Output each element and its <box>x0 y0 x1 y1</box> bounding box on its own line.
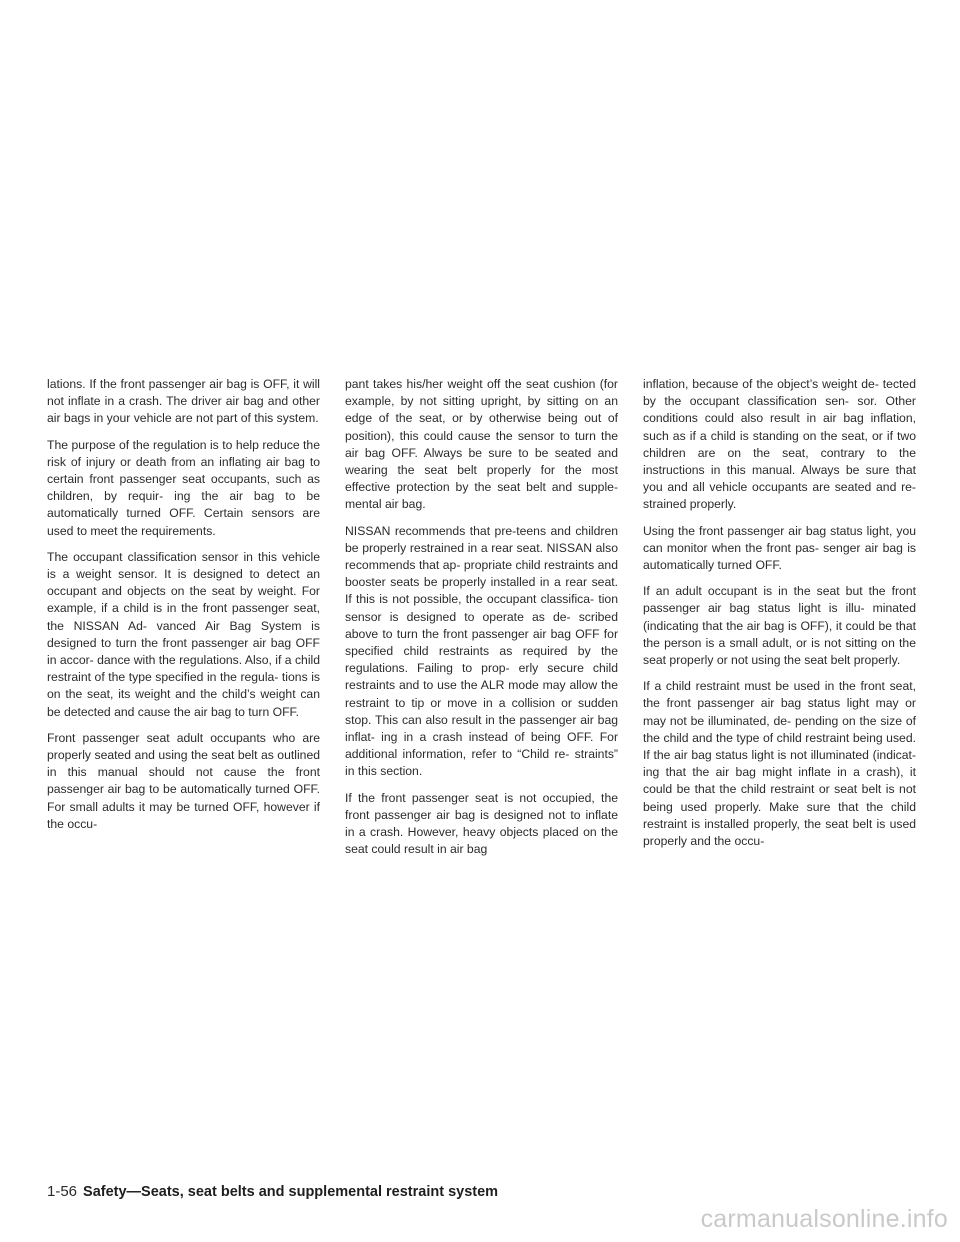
section-title: Safety—Seats, seat belts and supplemental restraint system <box>83 1184 499 1200</box>
page-footer <box>47 1183 498 1200</box>
paragraph: inflation, because of the object’s weight de- tected by the occupant classification sen- sor. Other conditions could also result in air bag inflation, such as if a child is standing on the seat, or if two children are on the seat, contrary to the instructions in this manual. Always be sure that you and all vehicle occupants are seated and re- strained properly. <box>643 377 916 512</box>
watermark: carmanualsonline.info <box>700 1205 948 1233</box>
paragraph: NISSAN recommends that pre-teens and children be properly restrained in a rear seat. NISSAN also recommends that ap- propriate child restraints and booster seats be properly installed in a rear seat. If this is not possible, the occupant classifica- tion sensor is designed to operate as de- scribed above to turn the front passenger air bag OFF for specified child restraints as required by the regulations. Failing to prop- erly secure child restraints and to use the ALR mode may allow the restraint to tip or move in a collision or sudden stop. This can also result in the passenger air bag inflat- ing in a crash instead of being OFF. For additional information, refer to “Child re- straints” in this section. <box>345 523 618 779</box>
column-2 <box>345 376 618 867</box>
column-1 <box>47 376 320 867</box>
paragraph: pant takes his/her weight off the seat cushion (for example, by not sitting upright, by sitting on an edge of the seat, or by otherwise being out of position), this could cause the sensor to turn the air bag OFF. Always be sure to be seated and wearing the seat belt properly for the most effective protection by the seat belt and supple- mental air bag. <box>345 377 618 512</box>
paragraph: The purpose of the regulation is to help reduce the risk of injury or death from an inflating air bag to certain front passenger seat occupants, such as children, by requir- ing the air bag to be automatically turned OFF. Certain sensors are used to meet the requirements. <box>47 437 320 538</box>
page-number: 1-56 <box>47 1183 78 1200</box>
paragraph: Using the front passenger air bag status light, you can monitor when the front pas- senger air bag is automatically turned OFF. <box>643 523 916 573</box>
paragraph: If the front passenger seat is not occupied, the front passenger air bag is designed not to inflate in a crash. However, heavy objects placed on the seat could result in air bag <box>345 790 618 857</box>
text-columns <box>47 376 916 867</box>
paragraph: If a child restraint must be used in the front seat, the front passenger air bag status light may or may not be illuminated, de- pending on the size of the child and the type of child restraint being used. If the air bag status light is not illuminated (indicat- ing that the air bag might inflate in a crash), it could be that the child restraint or seat belt is not being used properly. Make sure that the child restraint is installed properly, the seat belt is used properly and the occu- <box>643 679 916 849</box>
column-3 <box>643 376 916 867</box>
paragraph: If an adult occupant is in the seat but the front passenger air bag status light is illu- minated (indicating that the air bag is OFF), it could be that the person is a small adult, or is not sitting on the seat properly or not using the seat belt properly. <box>643 584 916 668</box>
paragraph: lations. If the front passenger air bag is OFF, it will not inflate in a crash. The driver air bag and other air bags in your vehicle are not part of this system. <box>47 377 320 426</box>
paragraph: The occupant classification sensor in this vehicle is a weight sensor. It is designed to detect an occupant and objects on the seat by weight. For example, if a child is in the front passenger seat, the NISSAN Ad- vanced Air Bag System is designed to turn the front passenger air bag OFF in accor- dance with the regulations. Also, if a child restraint of the type specified in the regula- tions is on the seat, its weight and the child’s weight can be detected and cause the air bag to turn OFF. <box>47 549 321 719</box>
paragraph: Front passenger seat adult occupants who are properly seated and using the seat belt as outlined in this manual should not cause the front passenger air bag to be automatically turned OFF. For small adults it may be turned OFF, however if the occu- <box>47 730 320 831</box>
